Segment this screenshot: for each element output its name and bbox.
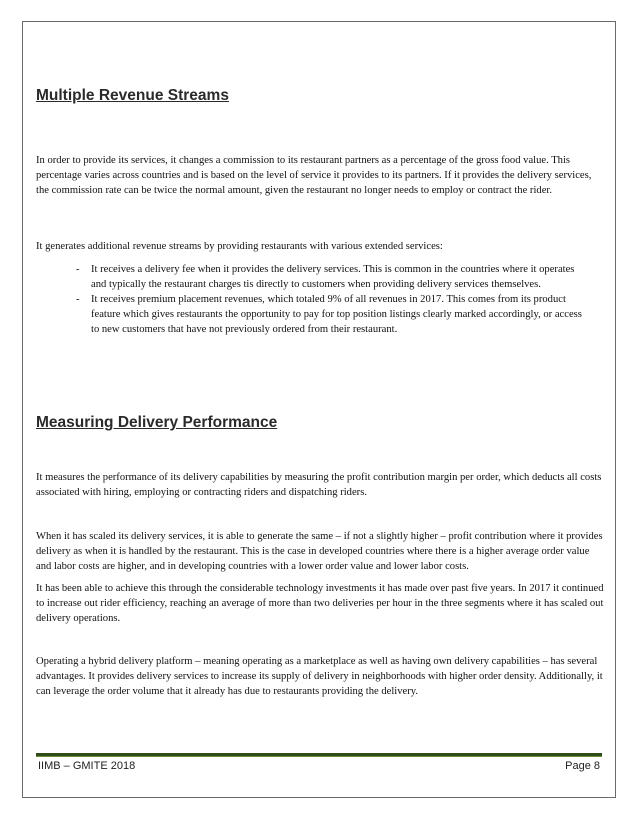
list-item bbox=[36, 292, 586, 337]
footer-rule bbox=[36, 753, 602, 757]
paragraph-hybrid-platform: Operating a hybrid delivery platform – meaning operating as a marketplace as well as having own delivery capabilities – has several advantages. It provides delivery services to increase its supply of delivery in neighborhoods with higher order density. Additionally, it can leverage the order volume that it already has due to restaurants providing the delivery. bbox=[36, 656, 603, 697]
footer-title: IIMB – GMITE 2018 bbox=[38, 760, 136, 772]
section-heading-delivery: Measuring Delivery Performance bbox=[36, 414, 278, 431]
paragraph-technology: It has been able to achieve this through the considerable technology investments it has made over past five years. In 2017 it continued to increase out rider efficiency, reaching an average of more than two deliveries per hour in the three segments where it has scaled out delivery operations. bbox=[36, 583, 604, 624]
section-heading-revenue: Multiple Revenue Streams bbox=[36, 87, 229, 104]
paragraph-extended-services: It generates additional revenue streams by providing restaurants with various extended services: bbox=[36, 241, 443, 252]
bullet-list bbox=[36, 262, 604, 337]
page-number: Page 8 bbox=[565, 760, 600, 772]
bullet-dash: - bbox=[76, 264, 80, 275]
paragraph-commission: In order to provide its services, it changes a commission to its restaurant partners as a percentage of the gross food value. This percentage varies across countries and is based on the level of service it provides to its partners. If it provides the delivery services, the commission rate can be twice the normal amount, given the restaurant no longer needs to employ or contract the rider. bbox=[36, 155, 592, 196]
paragraph-profit-margin: It measures the performance of its delivery capabilities by measuring the profit contribution margin per order, which deducts all costs associated with hiring, employing or contracting riders and dispatching riders. bbox=[36, 472, 602, 498]
bullet-dash: - bbox=[76, 294, 80, 305]
paragraph-scaled-delivery: When it has scaled its delivery services, it is able to generate the same – if not a slightly higher – profit contribution where it provides delivery as when it is handled by the restaurant. This is the case in developed countries where there is a higher average order value and labor costs are higher, and in developing countries with a lower order value and lower labor costs. bbox=[36, 531, 603, 572]
bullet-text: It receives premium placement revenues, which totaled 9% of all revenues in 2017. This comes from its product feature which gives restaurants the opportunity to pay for top position listings clearly marked accordingly, or access to new customers that have not previously ordered from their restaurant. bbox=[91, 294, 582, 335]
bullet-text: It receives a delivery fee when it provides the delivery services. This is common in the countries where it operates and typically the restaurant charges tis directly to customers when providing delivery services themselves. bbox=[91, 264, 575, 290]
list-item bbox=[36, 262, 586, 292]
